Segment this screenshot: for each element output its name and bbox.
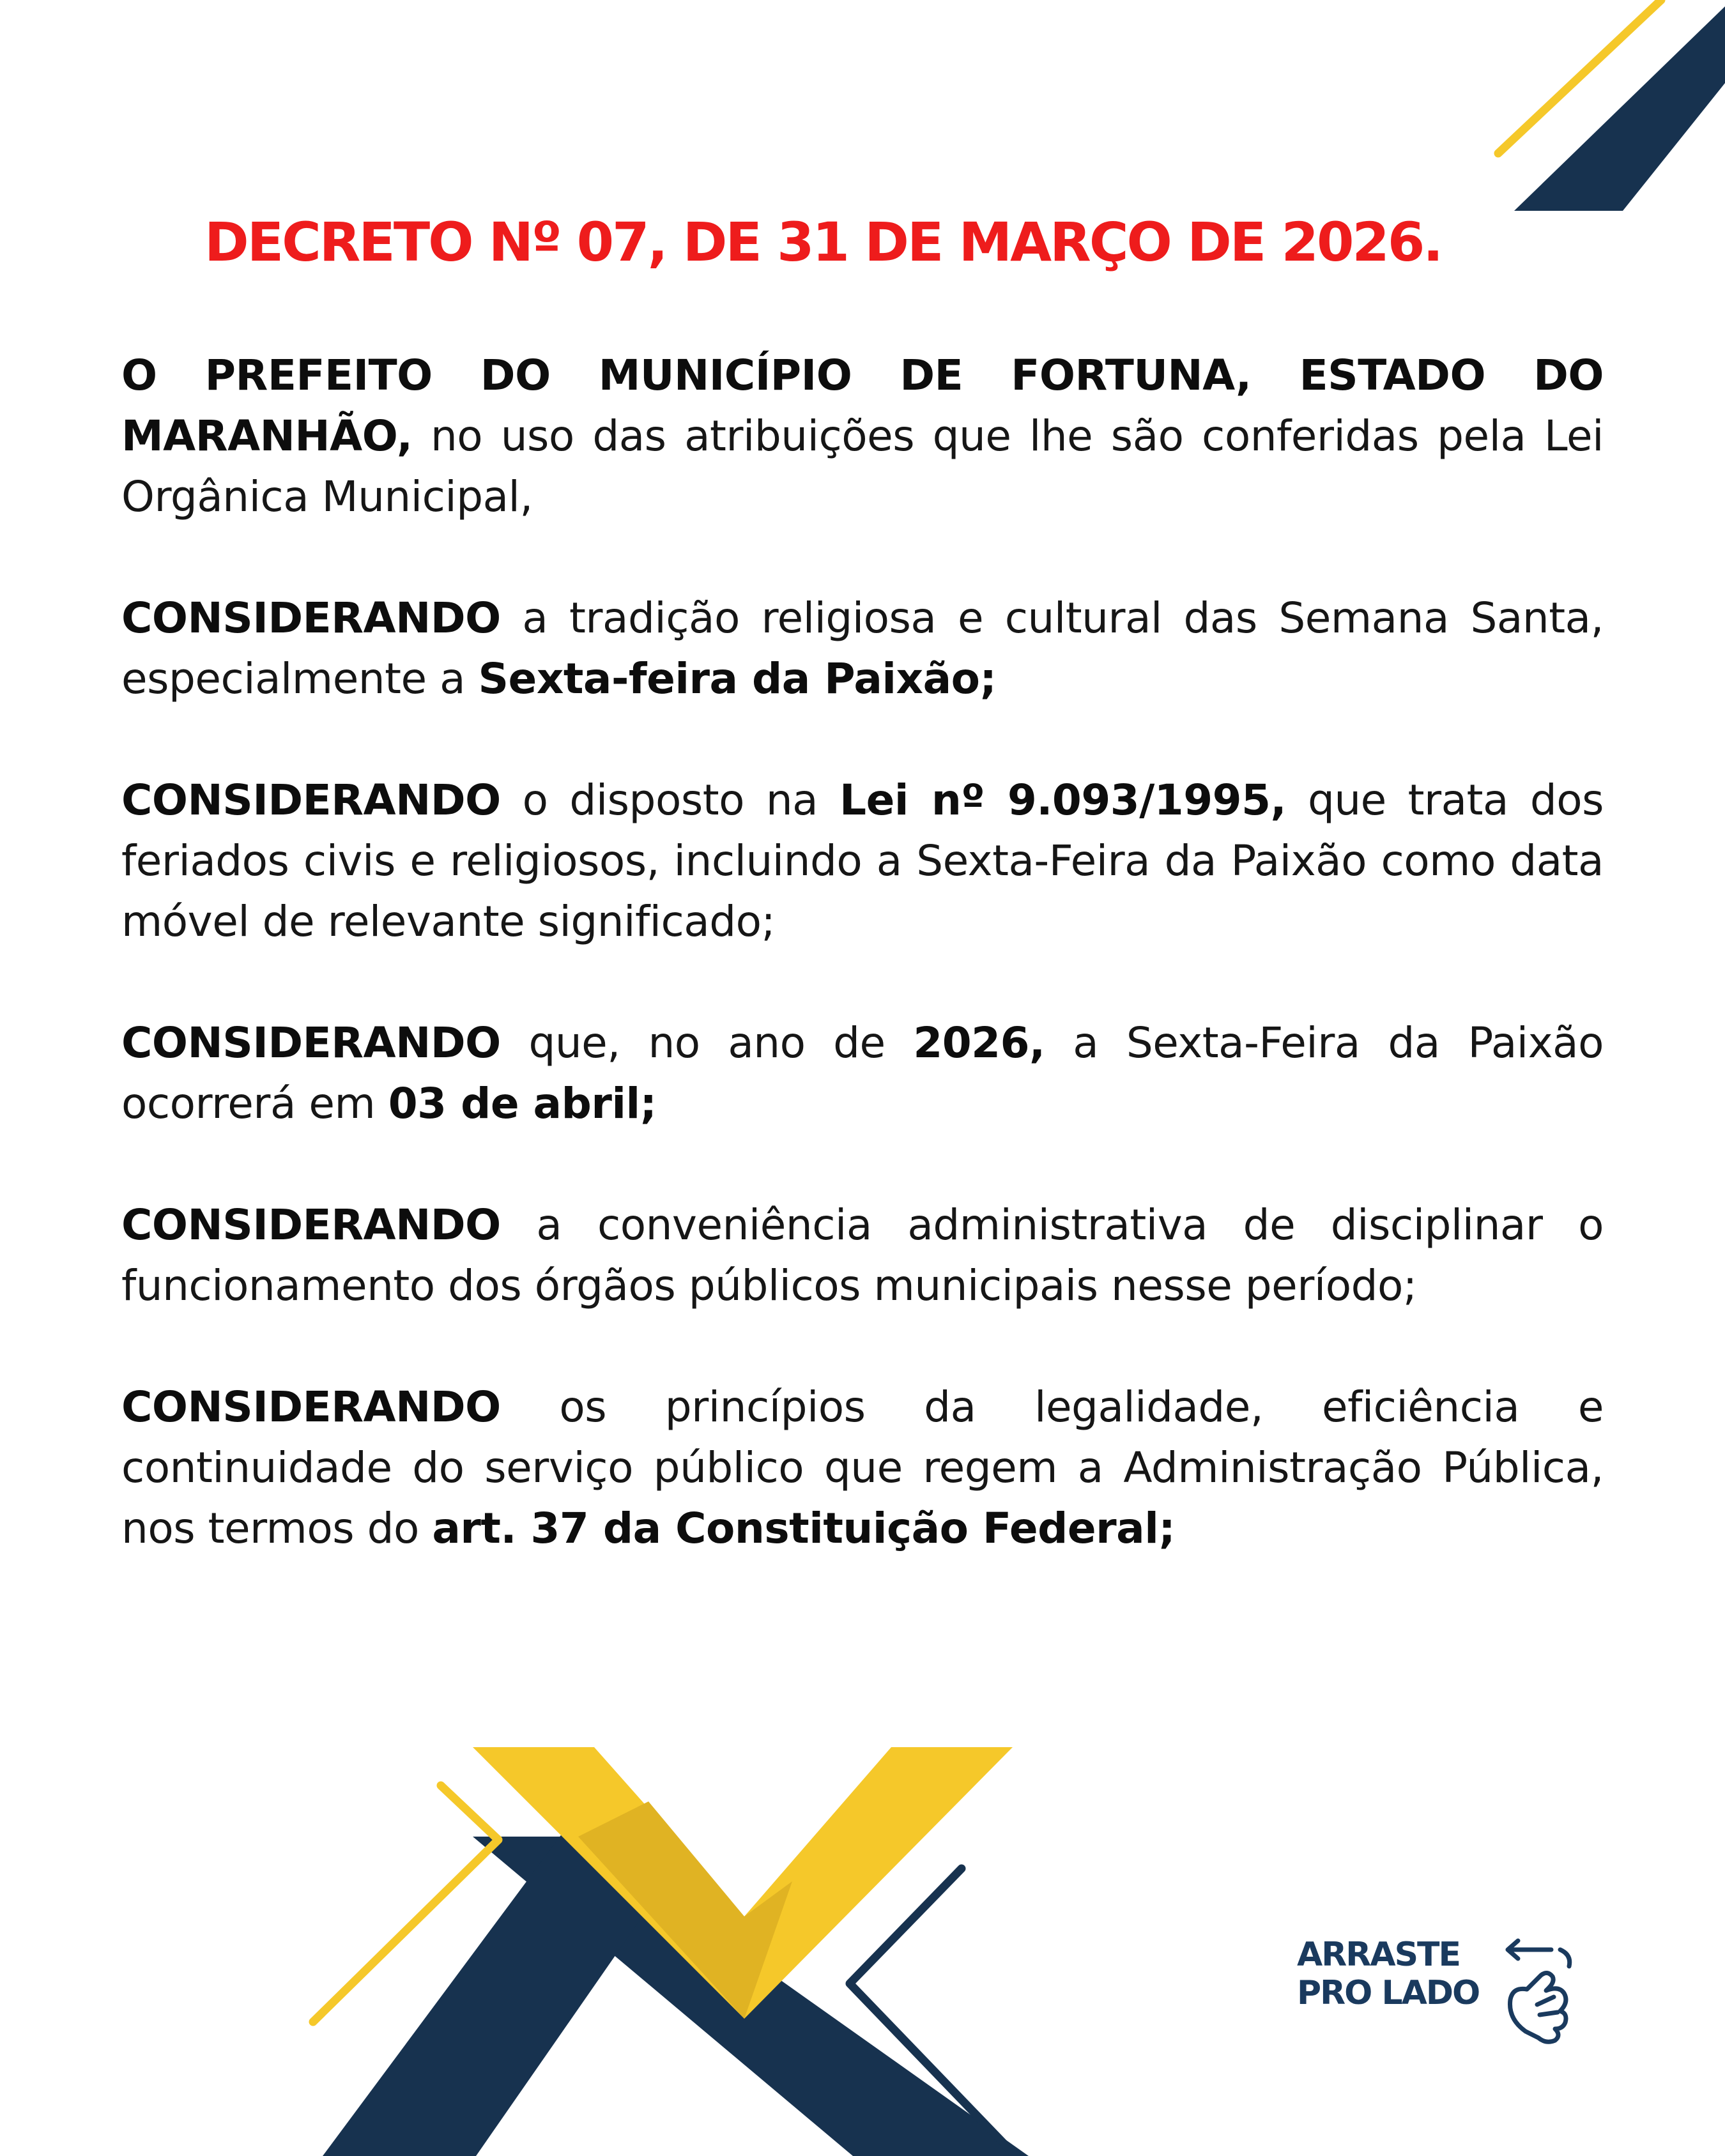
considerando-label: CONSIDERANDO — [121, 776, 501, 825]
considerando-label: CONSIDERANDO — [121, 1382, 501, 1432]
considerando-text: os princípios da legalidade, eficiência e continuidade do serviço público que regem a Administração Pública, nos termos do — [121, 1382, 1604, 1553]
considerando-text: que, no ano de — [500, 1018, 914, 1067]
swipe-hint — [1297, 1936, 1578, 2044]
swipe-hint-label — [1297, 1936, 1479, 2012]
considerando-label: CONSIDERANDO — [121, 1200, 501, 1250]
preamble-paragraph — [121, 345, 1604, 527]
considerando-bold: 2026, — [913, 1018, 1045, 1067]
preamble-text: no uso das atribuições que lhe são conferidas pela Lei Orgânica Municipal, — [121, 411, 1604, 521]
considerando-paragraph-1 — [121, 588, 1604, 709]
considerando-paragraph-2 — [121, 770, 1604, 952]
decree-title: DECRETO Nº 07, DE 31 DE MARÇO DE 2026. — [204, 211, 1442, 273]
considerando-text: o disposto na — [500, 776, 840, 825]
swipe-line-1: ARRASTE — [1297, 1936, 1460, 1974]
considerando-text: a tradição religiosa e cultural das Semana Santa, especialmente a — [121, 593, 1604, 703]
considerando-bold: Lei nº 9.093/1995, — [839, 776, 1287, 825]
considerando-label: CONSIDERANDO — [121, 1018, 501, 1067]
considerando-bold: Sexta-feira da Paixão; — [478, 654, 997, 703]
considerando-text: a conveniência administrativa de disciplinar o funcionamento dos órgãos públicos municipais nesse período; — [121, 1200, 1604, 1310]
considerando-paragraph-3 — [121, 1013, 1604, 1134]
considerando-text: que trata dos feriados civis e religiosos, incluindo a Sexta-Feira da Paixão como data móvel de relevante significado; — [121, 776, 1604, 946]
preamble-bold: O PREFEITO DO MUNICÍPIO DE FORTUNA, ESTADO DO MARANHÃO, — [121, 351, 1604, 461]
decree-body — [121, 345, 1604, 1619]
swipe-line-2: PRO LADO — [1297, 1974, 1480, 2012]
considerando-text: a Sexta-Feira da Paixão ocorrerá em — [121, 1018, 1604, 1128]
considerando-bold: art. 37 da Constituição Federal; — [432, 1504, 1176, 1553]
swipe-hand-icon — [1501, 1936, 1578, 2044]
considerando-label: CONSIDERANDO — [121, 593, 501, 643]
considerando-bold: 03 de abril; — [388, 1079, 657, 1128]
considerando-paragraph-4 — [121, 1195, 1604, 1316]
considerando-paragraph-5 — [121, 1377, 1604, 1559]
